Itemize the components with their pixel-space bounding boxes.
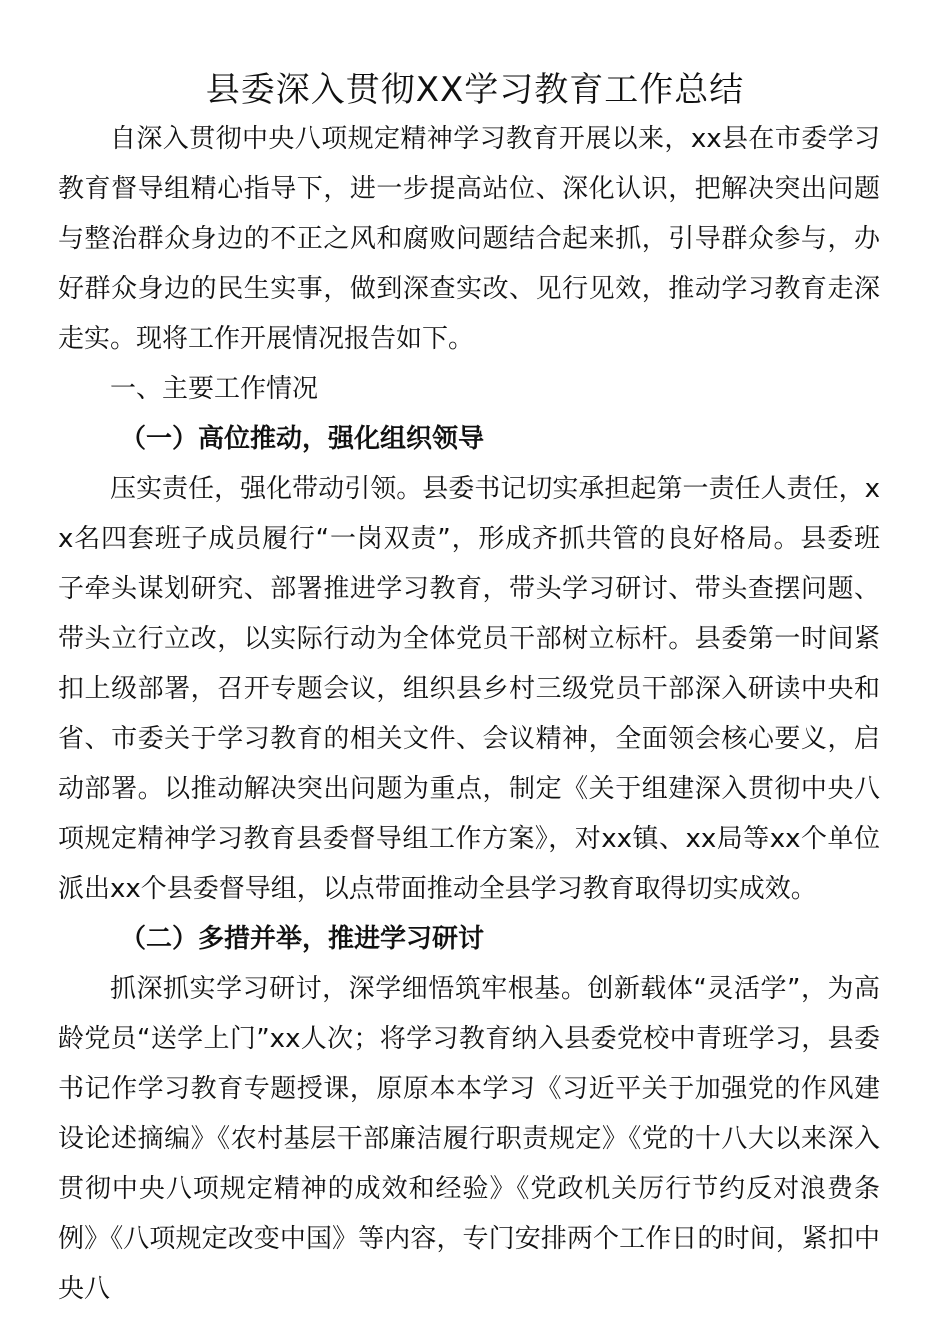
subheading-leadership: （一）高位推动，强化组织领导: [120, 424, 485, 454]
document-body: [58, 114, 880, 1314]
leadership-paragraph: 压实责任，强化带动引领。县委书记切实承担起第一责任人责任，xx名四套班子成员履行“一岗双责”，形成齐抓共管的良好格局。县委班子牵头谋划研究、部署推进学习教育，带头学习研讨、带头查摆问题、带头立行立改，以实际行动为全体党员干部树立标杆。县委第一时间紧扣上级部署，召开专题会议，组织县乡村三级党员干部深入研读中央和省、市委关于学习教育的相关文件、会议精神，全面领会核心要义，启动部署。以推动解决突出问题为重点，制定《关于组建深入贯彻中央八项规定精神学习教育县委督导组工作方案》，对xx镇、xx局等xx个单位派出xx个县委督导组，以点带面推动全县学习教育取得切实成效。: [58, 474, 880, 904]
section-heading-main-work: 一、主要工作情况: [110, 374, 319, 404]
document-title: 县委深入贯彻XX学习教育工作总结: [205, 70, 745, 110]
subheading-study: （二）多措并举，推进学习研讨: [120, 924, 485, 954]
intro-paragraph: 自深入贯彻中央八项规定精神学习教育开展以来，xx县在市委学习教育督导组精心指导下，进一步提高站位、深化认识，把解决突出问题与整治群众身边的不正之风和腐败问题结合起来抓，引导群众参与，办好群众身边的民生实事，做到深查实改、见行见效，推动学习教育走深走实。现将工作开展情况报告如下。: [58, 124, 880, 354]
study-paragraph: 抓深抓实学习研讨，深学细悟筑牢根基。创新载体“灵活学”，为高龄党员“送学上门”xx人次；将学习教育纳入县委党校中青班学习，县委书记作学习教育专题授课，原原本本学习《习近平关于加强党的作风建设论述摘编》《农村基层干部廉洁履行职责规定》《党的十八大以来深入贯彻中央八项规定精神的成效和经验》《党政机关厉行节约反对浪费条例》《八项规定改变中国》等内容，专门安排两个工作日的时间，紧扣中央八: [58, 974, 880, 1304]
